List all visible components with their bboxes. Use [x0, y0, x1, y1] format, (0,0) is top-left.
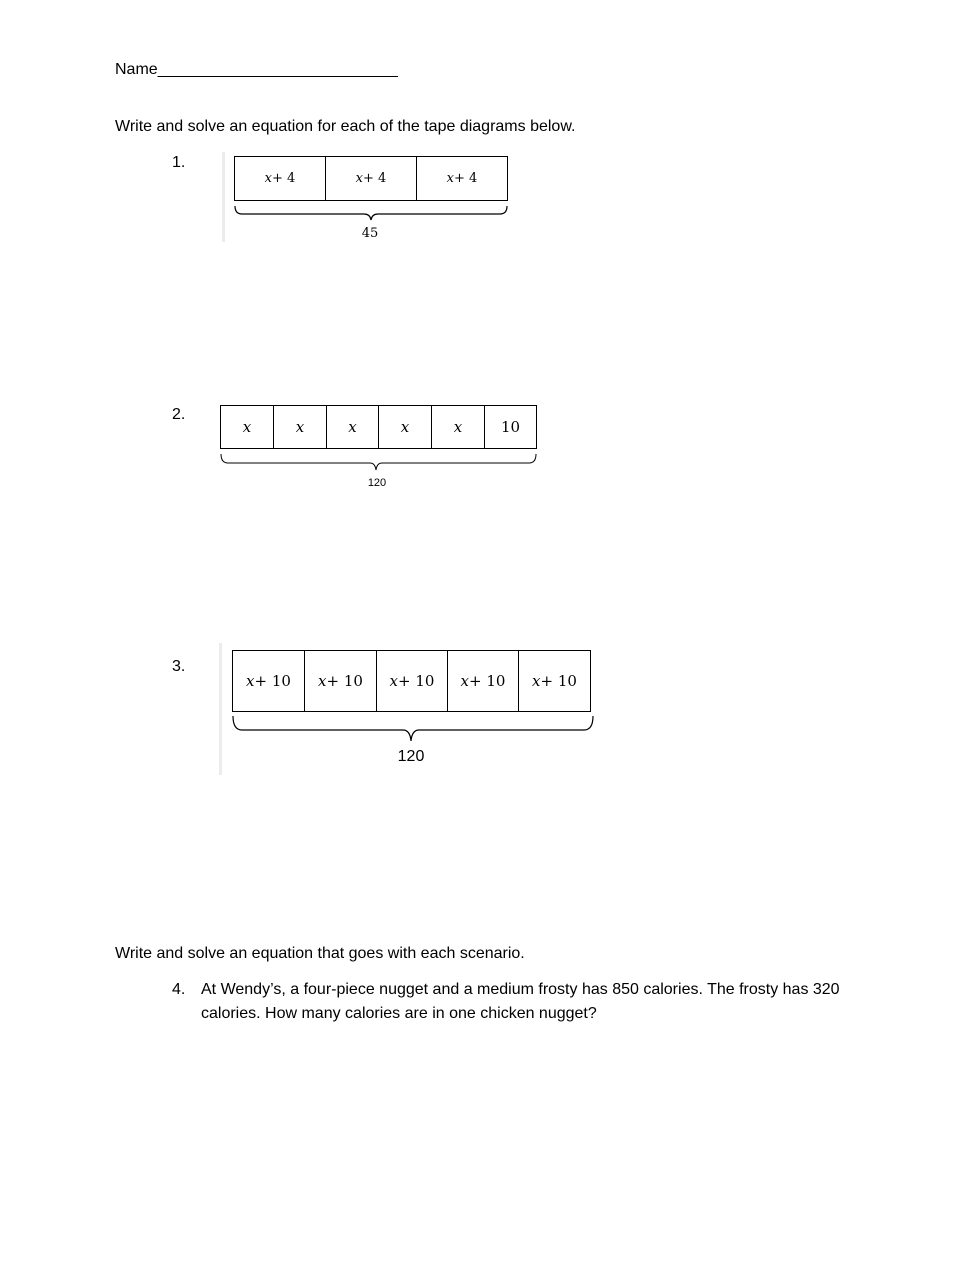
cell-rest: + 4 — [272, 171, 296, 186]
cell-rest: + 4 — [363, 171, 387, 186]
problem-2-number: 2. — [172, 406, 186, 423]
tape-cell — [377, 651, 448, 711]
tape-cell — [235, 157, 326, 200]
tape-cell — [326, 157, 417, 200]
problem-2-tape — [220, 405, 537, 449]
tape-cell — [432, 406, 485, 448]
tape-cell — [233, 651, 305, 711]
tape-cell — [327, 406, 379, 448]
cell-var: x — [453, 418, 463, 436]
tape-cell — [221, 406, 274, 448]
cell-var: x — [242, 418, 252, 436]
problem-1-brace — [232, 204, 512, 226]
problem-4-number: 4. — [172, 981, 186, 998]
cell-rest: + 10 — [254, 672, 291, 690]
problem-3-brace — [230, 714, 596, 746]
problem-3-total: 120 — [397, 748, 425, 765]
name-line[interactable] — [115, 60, 398, 80]
section2-instruction: Write and solve an equation that goes with each scenario. — [115, 945, 525, 962]
cell-rest: + 10 — [398, 672, 435, 690]
tape-cell — [305, 651, 377, 711]
cell-var: x — [318, 672, 327, 690]
problem-1-number: 1. — [172, 154, 186, 171]
problem-2-total: 120 — [367, 477, 387, 489]
problem-2-brace — [218, 452, 540, 476]
cell-var: x — [246, 672, 255, 690]
problem-1-scan-edge — [222, 152, 225, 242]
cell-var: x — [389, 672, 399, 690]
tape-cell — [379, 406, 432, 448]
cell-rest: + 10 — [540, 672, 577, 690]
problem-4-text — [201, 978, 921, 1026]
problem-4-line-2: calories. How many calories are in one chicken nugget? — [201, 1005, 597, 1022]
cell-var: x — [400, 418, 410, 436]
problem-4-line-1: At Wendy’s, a four-piece nugget and a medium frosty has 850 calories. The frosty has 320 — [201, 981, 840, 998]
section1-instruction: Write and solve an equation for each of the tape diagrams below. — [115, 118, 576, 135]
name-label: Name — [115, 61, 158, 78]
tape-cell — [417, 157, 507, 200]
cell-var: x — [532, 672, 541, 690]
cell-var: x — [348, 418, 357, 436]
problem-3-tape — [232, 650, 591, 712]
tape-cell — [519, 651, 590, 711]
cell-var: x — [446, 171, 455, 186]
problem-3-number: 3. — [172, 658, 186, 675]
tape-cell — [485, 406, 536, 448]
cell-rest: 10 — [500, 418, 521, 436]
problem-1-tape — [234, 156, 508, 201]
cell-rest: + 10 — [326, 672, 363, 690]
cell-rest: + 10 — [469, 672, 506, 690]
cell-var: x — [460, 672, 470, 690]
name-blank[interactable]: ___________________________ — [157, 61, 398, 78]
cell-rest: + 4 — [454, 171, 478, 186]
cell-var: x — [355, 171, 364, 186]
cell-var: x — [264, 171, 273, 186]
tape-cell — [448, 651, 519, 711]
cell-var: x — [295, 418, 305, 436]
problem-1-total: 45 — [361, 226, 379, 241]
problem-3-scan-edge — [219, 643, 222, 775]
tape-cell — [274, 406, 327, 448]
